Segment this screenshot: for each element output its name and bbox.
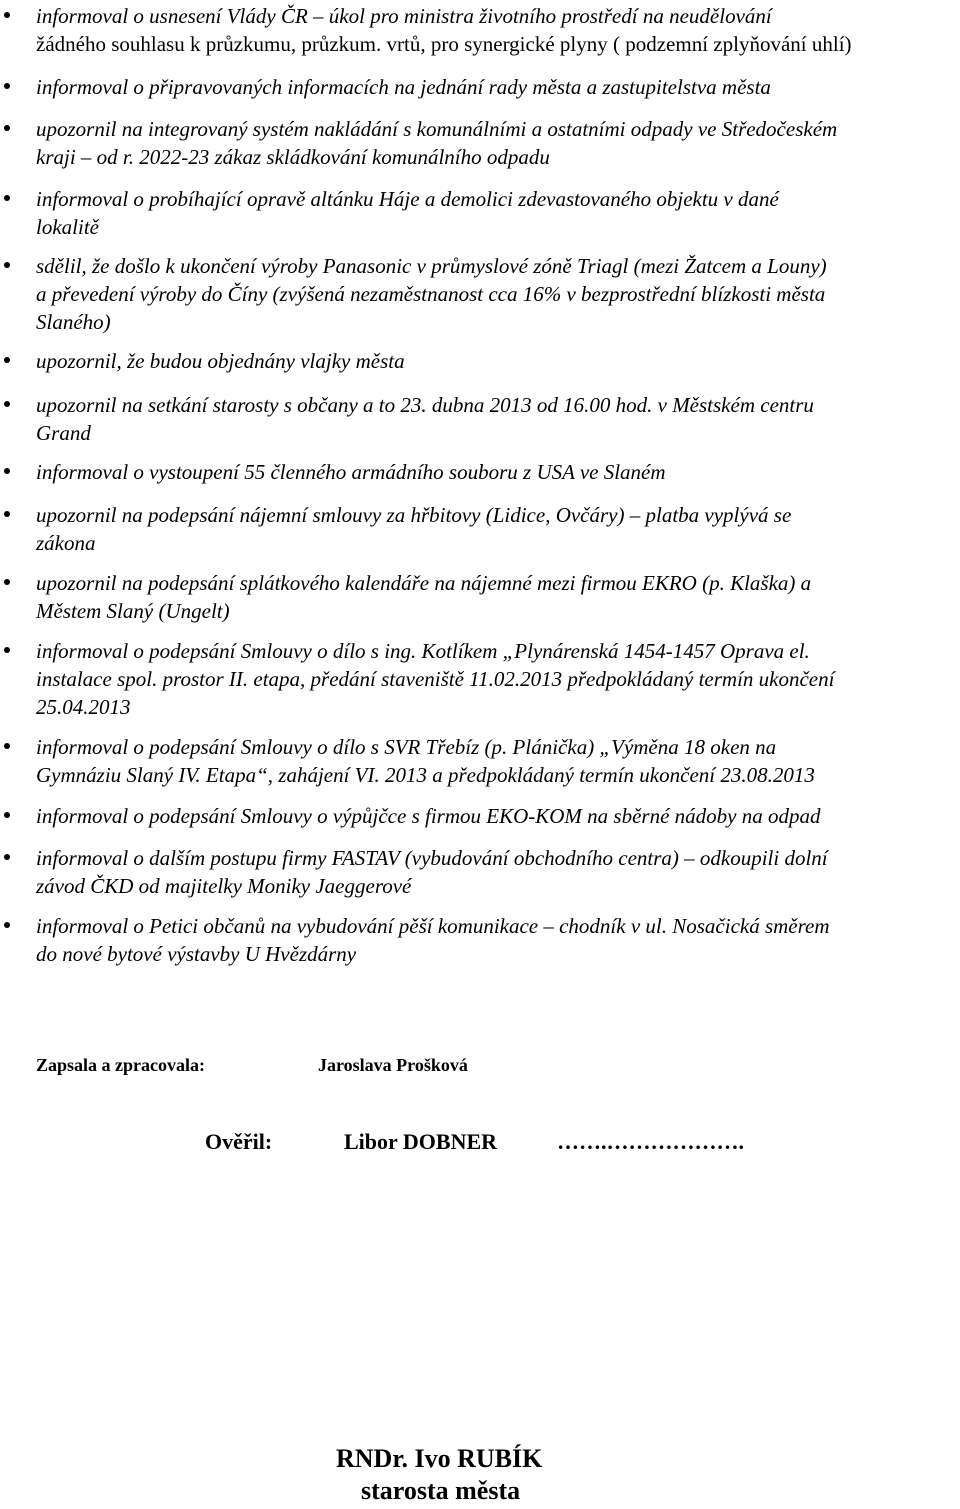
item-line: Slaného) <box>36 310 111 334</box>
bullet-icon <box>4 262 10 268</box>
item-line: Grand <box>36 421 91 445</box>
item-text <box>36 185 956 241</box>
item-text <box>36 912 956 968</box>
bullet-icon <box>4 357 10 363</box>
mayor-name: RNDr. Ivo RUBÍK <box>336 1444 543 1473</box>
recorded-label: Zapsala a zpracovala: <box>36 1055 205 1075</box>
item-text <box>36 733 956 789</box>
item-line: Městem Slaný (Ungelt) <box>36 599 230 623</box>
item-line: upozornil na integrovaný systém nakládání s komunálními a ostatními odpady ve Středočeském <box>36 117 838 141</box>
item-line: zákona <box>36 531 96 555</box>
bullet-icon <box>4 812 10 818</box>
bullet-icon <box>4 468 10 474</box>
item-text <box>36 2 956 58</box>
item-line: informoval o podepsání Smlouvy o výpůjčce s firmou EKO-KOM na sběrné nádoby na odpad <box>36 804 821 828</box>
item-line: Gymnáziu Slaný IV. Etapa“, zahájení VI. 2013 a předpokládaný termín ukončení 23.08.2013 <box>36 763 815 787</box>
bullet-icon <box>4 12 10 18</box>
mayor-title: starosta města <box>361 1476 521 1505</box>
item-line: upozornil na podepsání splátkového kalendáře na nájemné mezi firmou EKRO (p. Klaška) a <box>36 571 812 595</box>
item-text <box>36 569 956 625</box>
bullet-icon <box>4 125 10 131</box>
verified-name: Libor DOBNER <box>344 1129 498 1154</box>
item-line: žádného souhlasu k průzkumu, průzkum. vrtů, pro synergické plyny ( podzemní zplyňování uhlí) <box>36 32 852 56</box>
item-line: informoval o usnesení Vlády ČR – úkol pro ministra životního prostředí na neudělování <box>36 4 772 28</box>
signature-dots: …….………………. <box>557 1129 744 1154</box>
bullet-icon <box>4 854 10 860</box>
item-line: lokalitě <box>36 215 99 239</box>
item-text <box>36 802 956 830</box>
bullet-icon <box>4 922 10 928</box>
item-line: kraji – od r. 2022-23 zákaz skládkování komunálního odpadu <box>36 145 550 169</box>
item-line: informoval o dalším postupu firmy FASTAV (vybudování obchodního centra) – odkoupili dolní <box>36 846 828 870</box>
item-line: sdělil, že došlo k ukončení výroby Panasonic v průmyslové zóně Triagl (mezi Žatcem a Louny) <box>36 254 827 278</box>
item-text <box>36 501 956 557</box>
recorded-name: Jaroslava Prošková <box>318 1055 468 1075</box>
item-line: a převedení výroby do Číny (zvýšená nezaměstnanost cca 16% v bezprostřední blízkosti města <box>36 282 826 306</box>
bullet-icon <box>4 511 10 517</box>
item-line: informoval o Petici občanů na vybudování pěší komunikace – chodník v ul. Nosačická směrem <box>36 914 830 938</box>
item-line: instalace spol. prostor II. etapa, předání staveniště 11.02.2013 předpokládaný termín ukončení <box>36 667 835 691</box>
bullet-icon <box>4 83 10 89</box>
item-line: upozornil, že budou objednány vlajky města <box>36 349 405 373</box>
item-text <box>36 347 956 375</box>
item-text <box>36 115 956 171</box>
item-text <box>36 458 956 486</box>
item-line: informoval o vystoupení 55 členného armádního souboru z USA ve Slaném <box>36 460 666 484</box>
item-line: 25.04.2013 <box>36 695 131 719</box>
item-line: informoval o připravovaných informacích na jednání rady města a zastupitelstva města <box>36 75 771 99</box>
verified-label: Ověřil: <box>205 1129 273 1154</box>
item-line: informoval o podepsání Smlouvy o dílo s ing. Kotlíkem „Plynárenská 1454-1457 Oprava el. <box>36 639 810 663</box>
item-line: do nové bytové výstavby U Hvězdárny <box>36 942 357 966</box>
bullet-icon <box>4 195 10 201</box>
item-line: upozornil na podepsání nájemní smlouvy za hřbitovy (Lidice, Ovčáry) – platba vyplývá se <box>36 503 792 527</box>
bullet-icon <box>4 743 10 749</box>
item-text <box>36 844 956 900</box>
bullet-icon <box>4 647 10 653</box>
item-text <box>36 73 956 101</box>
item-line: informoval o podepsání Smlouvy o dílo s SVR Třebíz (p. Plánička) „Výměna 18 oken na <box>36 735 777 759</box>
item-text <box>36 252 956 336</box>
bullet-icon <box>4 579 10 585</box>
bullet-icon <box>4 401 10 407</box>
item-line: upozornil na setkání starosty s občany a to 23. dubna 2013 od 16.00 hod. v Městském centru <box>36 393 814 417</box>
item-text <box>36 637 956 721</box>
item-text <box>36 391 956 447</box>
item-line: informoval o probíhající opravě altánku Háje a demolici zdevastovaného objektu v dané <box>36 187 779 211</box>
item-line: závod ČKD od majitelky Moniky Jaeggerové <box>36 874 412 898</box>
